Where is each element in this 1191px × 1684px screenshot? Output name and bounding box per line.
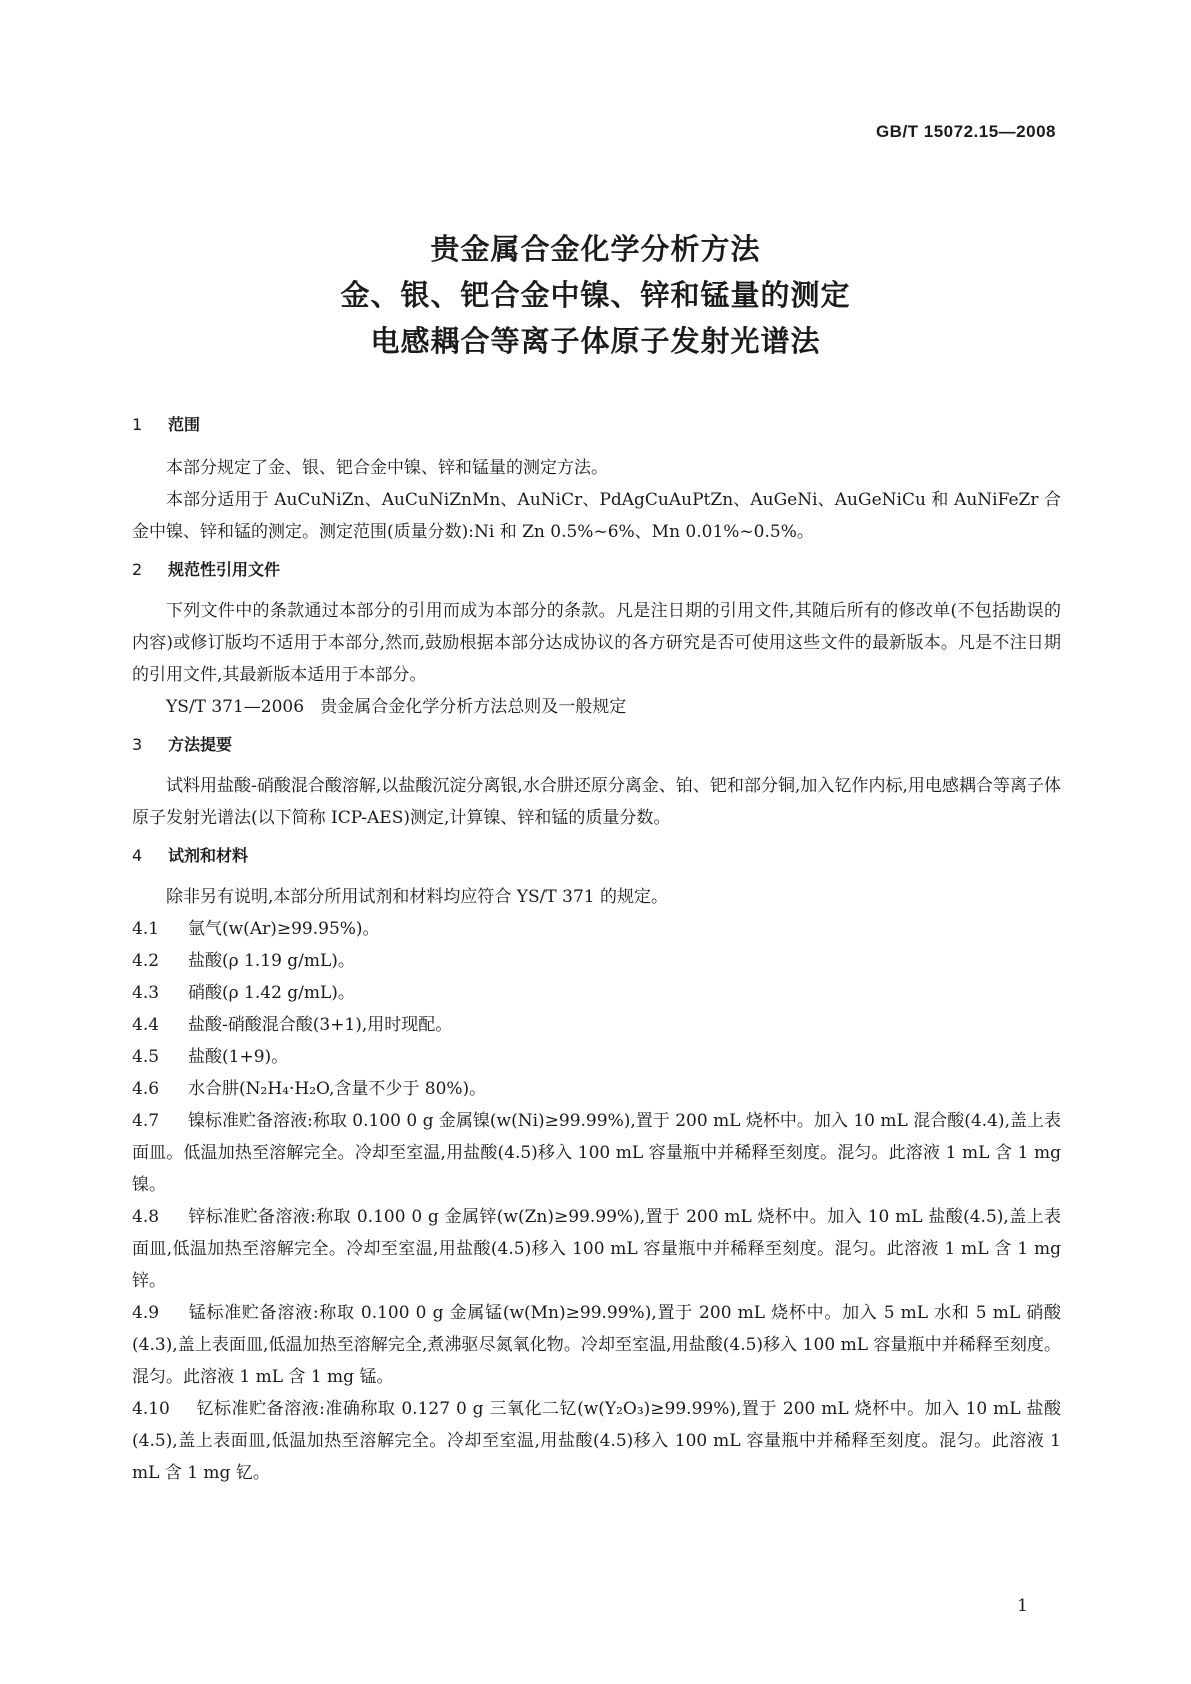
item-text: 盐酸(ρ 1.19 g/mL)。 [188,951,355,971]
item-number: 4.3 [132,983,160,1003]
section-title: 试剂和材料 [168,846,249,865]
item-number: 4.2 [132,951,160,971]
section-1-paragraph-1: 本部分规定了金、银、钯合金中镍、锌和锰量的测定方法。 [166,458,608,478]
item-text: 水合肼(N₂H₄·H₂O,含量不少于 80%)。 [188,1079,487,1099]
item-number: 4.10 [132,1399,170,1419]
item-text: 硝酸(ρ 1.42 g/mL)。 [188,983,355,1003]
list-item [132,913,1061,945]
list-item [132,945,1061,977]
section-1-heading [132,414,1061,436]
document-title [0,226,1191,364]
section-3-heading [132,734,1061,756]
item-text: 锰标准贮备溶液:称取 0.100 0 g 金属锰(w(Mn)≥99.99%),置于 200 mL 烧杯中。加入 5 mL 水和 5 mL 硝酸(4.3),盖上表面皿,低温加热至溶解完全,煮沸驱尽氮氧化物。冷却至室温,用盐酸(4.5)移入 100 mL 容量瓶中并稀释至刻度。混匀。此溶液 1 mL 含 1 mg 锰。 [132,1303,1061,1387]
section-title: 方法提要 [168,735,233,754]
item-number: 4.9 [132,1303,160,1323]
section-3-paragraph-1: 试料用盐酸-硝酸混合酸溶解,以盐酸沉淀分离银,水合肼还原分离金、铂、钯和部分铜,加入钇作内标,用电感耦合等离子体原子发射光谱法(以下简称 ICP-AES)测定,计算镍、锌和锰的质量分数。 [132,776,1061,828]
item-number: 4.4 [132,1015,160,1035]
title-line-3: 电感耦合等离子体原子发射光谱法 [370,324,821,358]
list-item [132,1201,1067,1297]
item-number: 4.1 [132,919,160,939]
title-line-2: 金、银、钯合金中镍、锌和锰量的测定 [340,278,851,312]
section-number: 2 [132,560,143,579]
section-2-paragraph-1: 下列文件中的条款通过本部分的引用而成为本部分的条款。凡是注日期的引用文件,其随后所有的修改单(不包括勘误的内容)或修订版均不适用于本部分,然而,鼓励根据本部分达成协议的各方研究是否可使用这些文件的最新版本。凡是不注日期的引用文件,其最新版本适用于本部分。 [132,601,1061,685]
section-number: 1 [132,415,143,434]
section-2-heading [132,559,1061,581]
list-item [132,1073,1061,1105]
item-text: 盐酸(1+9)。 [188,1047,289,1067]
section-4-paragraph-1: 除非另有说明,本部分所用试剂和材料均应符合 YS/T 371 的规定。 [166,887,668,907]
list-item [132,1105,1067,1201]
item-text: 镍标准贮备溶液:称取 0.100 0 g 金属镍(w(Ni)≥99.99%),置于 200 mL 烧杯中。加入 10 mL 混合酸(4.4),盖上表面皿。低温加热至溶解完全。冷却至室温,用盐酸(4.5)移入 100 mL 容量瓶中并稀释至刻度。混匀。此溶液 1 mL 含 1 mg 镍。 [132,1111,1067,1195]
item-number: 4.5 [132,1047,160,1067]
item-text: 钇标准贮备溶液:准确称取 0.127 0 g 三氧化二钇(w(Y₂O₃)≥99.99%),置于 200 mL 烧杯中。加入 10 mL 盐酸(4.5),盖上表面皿,低温加热至溶解完全。冷却至室温,用盐酸(4.5)移入 100 mL 容量瓶中并稀释至刻度。混匀。此溶液 1 mL 含 1 mg 钇。 [132,1399,1067,1483]
item-text: 锌标准贮备溶液:称取 0.100 0 g 金属锌(w(Zn)≥99.99%),置于 200 mL 烧杯中。加入 10 mL 盐酸(4.5),盖上表面皿,低温加热至溶解完全。冷却至室温,用盐酸(4.5)移入 100 mL 容量瓶中并稀释至刻度。混匀。此溶液 1 mL 含 1 mg 锌。 [132,1207,1067,1291]
section-title: 范围 [168,415,201,434]
standard-code: GB/T 15072.15—2008 [875,122,1056,141]
list-item [132,1297,1061,1393]
section-4-heading [132,845,1061,867]
section-number: 3 [132,735,143,754]
section-title: 规范性引用文件 [168,560,281,579]
item-number: 4.7 [132,1111,160,1131]
item-text: 盐酸-硝酸混合酸(3+1),用时现配。 [188,1015,453,1035]
page-number: 1 [1017,1596,1028,1616]
list-item [132,1393,1067,1489]
item-number: 4.6 [132,1079,160,1099]
document-body [132,414,1067,1489]
item-number: 4.8 [132,1207,160,1227]
section-number: 4 [132,846,143,865]
section-1-paragraph-2: 本部分适用于 AuCuNiZn、AuCuNiZnMn、AuNiCr、PdAgCuAuPtZn、AuGeNi、AuGeNiCu 和 AuNiFeZr 合金中镍、锌和锰的测定。测定范围(质量分数):Ni 和 Zn 0.5%~6%、Mn 0.01%~0.5%。 [132,490,1061,542]
list-item [132,1041,1061,1073]
title-line-1: 贵金属合金化学分析方法 [430,232,761,266]
list-item [132,977,1061,1009]
list-item [132,1009,1061,1041]
item-text: 氩气(w(Ar)≥99.95%)。 [188,919,380,939]
normative-reference: YS/T 371—2006 贵金属合金化学分析方法总则及一般规定 [166,697,627,717]
